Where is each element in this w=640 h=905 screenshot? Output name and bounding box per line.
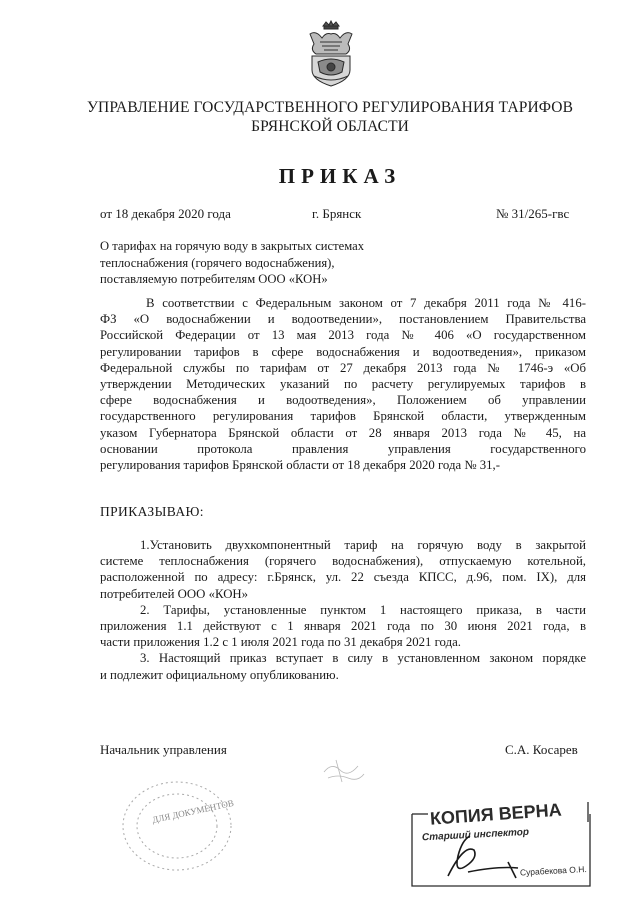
coat-of-arms-icon [306,20,356,88]
preamble-line: основании протокола правления управления государственного [100,441,586,456]
order-item-line: приложения 1.1 действуют с 1 января 2021 года по 30 июня 2021 года, в [100,618,586,633]
order-item-line: системе теплоснабжения (горячего водоснабжения), отпускаемую котельной, [100,554,586,569]
document-title: ПРИКАЗ [278,164,402,188]
round-stamp-text: ДЛЯ ДОКУМЕНТОВ [151,797,235,825]
handwritten-signature [448,836,518,878]
subject-line: О тарифах на горячую воду в закрытых системах [100,239,365,253]
preamble-line: регулировании тарифов в сфере водоснабжения и водоотведения», приказом [100,344,586,359]
subject-line: теплоснабжения (горячего водоснабжения), [100,255,335,270]
preamble-paragraph [100,295,586,473]
copy-stamp-title: КОПИЯ ВЕРНА [429,799,563,829]
copy-stamp-name: Сурабекова О.Н. [519,863,587,878]
preamble-line: Российской Федерации от 13 мая 2013 года № 406 «О государственном [100,328,586,343]
preamble-line: утверждении Методических указаний по расчету регулируемых тарифов в [100,376,586,391]
order-item-line: 3. Настоящий приказ вступает в силу в установленном законом порядке [140,651,586,666]
copy-stamp-role: Старший инспектор [421,826,530,844]
order-item-line: 1.Установить двухкомпонентный тариф на горячую воду в закрытой [140,538,586,552]
order-heading: ПРИКАЗЫВАЮ: [100,504,204,519]
signatory-name: С.А. Косарев [505,742,578,757]
document-number: № 31/265-гвс [496,206,570,221]
organization-name [40,98,620,136]
preamble-line: ФЗ «О водоснабжении и водоотведении», постановлением Правительства [100,312,586,327]
preamble-line: Федеральной службы по тарифам от 27 декабря 2013 года № 1746-э «Об [100,360,586,375]
subject-line: поставляемую потребителям ООО «КОН» [100,272,328,286]
preamble-line: В соответствии с Федеральным законом от 7 декабря 2011 года № 416- [146,296,586,310]
preamble-line: государственного регулирования тарифов Брянской области, утвержденным [100,409,586,424]
signatory-role: Начальник управления [100,742,227,757]
preamble-line: указом Губернатора Брянской области от 28 января 2013 года № 45, на [100,425,586,440]
organization-name-line-1: УПРАВЛЕНИЕ ГОСУДАРСТВЕННОГО РЕГУЛИРОВАНИЯ ТАРИФОВ [86,99,574,116]
organization-name-line-2: БРЯНСКОЙ ОБЛАСТИ [251,118,409,135]
document-city: г. Брянск [312,206,362,221]
order-item-line: потребителей ООО «КОН» [100,586,249,601]
order-item-line: расположенной по адресу: г.Брянск, ул. 22 съезда КПСС, д.96, пом. IX), для [100,570,586,585]
round-stamp-icon [118,776,236,876]
order-item-line: части приложения 1.2 с 1 июля 2021 года по 31 декабря 2021 года. [100,635,461,650]
order-items [100,537,586,683]
order-item-line: и подлежит официальному опубликованию. [100,667,339,682]
order-item-line: 2. Тарифы, установленные пунктом 1 настоящего приказа, в части [140,602,586,617]
certified-copy-stamp-icon [408,796,594,890]
ink-smudge-icon [318,752,368,786]
document-subject [100,238,364,288]
preamble-line: регулирования тарифов Брянской области от 18 декабря 2020 года № 31,- [100,457,501,472]
preamble-line: сфере водоснабжения и водоотведения», Положением об управлении [100,393,586,408]
document-date: от 18 декабря 2020 года [100,206,231,221]
